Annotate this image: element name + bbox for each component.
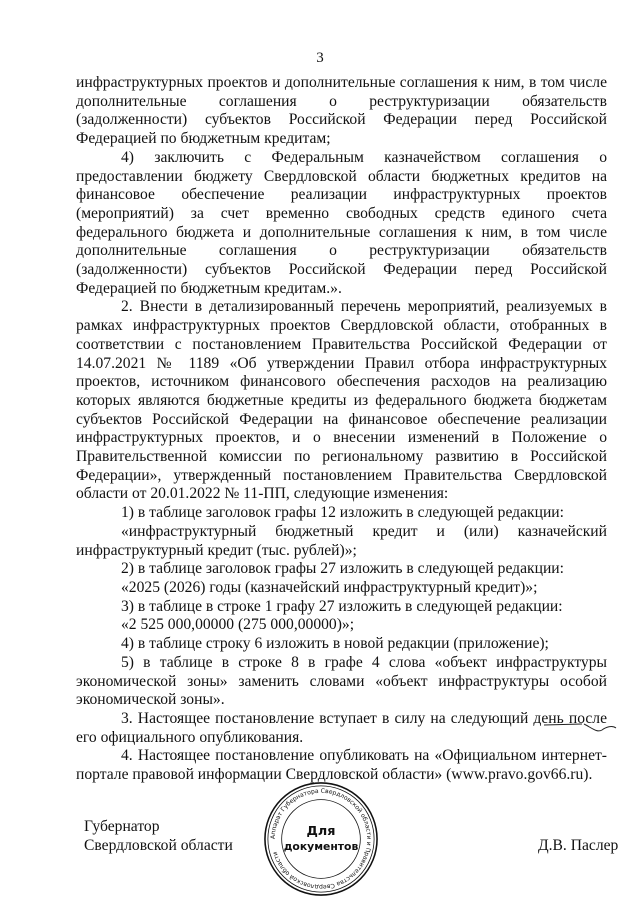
paragraph-item-4: 4) заключить с Федеральным казначейством соглашения о предоставлении бюджету Свердловской области бюджетных кредитов на финансовое обеспечение реализации инфраструктурных проектов (мероприятий) за счет временно свободных средств единого счета федерального бюджета и дополнительные соглашения к ним, в том числе дополнительные соглашения о реструктуризации обязательств (задолженности) субъектов Российской Федерации перед Российской Федерацией по бюджетным кредитам.». xyxy=(76,148,607,297)
paragraph-subitem-1-quote: «инфраструктурный бюджетный кредит и (или) казначейский инфраструктурный кредит (тыс. рублей)»; xyxy=(76,522,607,559)
paragraph-section-3: 3. Настоящее постановление вступает в силу на следующий день после его официального опубликования. xyxy=(76,709,607,746)
paragraph-continuation: инфраструктурных проектов и дополнительные соглашения к ним, в том числе дополнительные соглашения о реструктуризации обязательств (задолженности) субъектов Российской Федерации перед Российской Федерацией по бюджетным кредитам; xyxy=(76,74,607,148)
page-number: 3 xyxy=(316,50,324,66)
paragraph-subitem-3: 3) в таблице в строке 1 графу 27 изложить в следующей редакции: xyxy=(121,597,563,615)
signature-title-line2: Свердловской области xyxy=(84,837,233,854)
signature-title-line1: Губернатор xyxy=(84,818,160,835)
official-stamp xyxy=(262,780,380,898)
signatory-name: Д.В. Паслер xyxy=(538,837,619,854)
stamp-center-line1: Для xyxy=(306,824,336,840)
signature-title xyxy=(84,817,233,855)
stamp-ring-text: Аппарат Губернатора Свердловской области и Правительства Свердловской области xyxy=(269,787,373,891)
paragraph-subitem-3-quote: «2 525 000,00000 (275 000,00000)»; xyxy=(121,616,355,634)
paragraph-subitem-2: 2) в таблице заголовок графы 27 изложить в следующей редакции: xyxy=(121,560,564,578)
stamp-center-line2: документов xyxy=(283,839,359,853)
paragraph-subitem-4: 4) в таблице строку 6 изложить в новой редакции (приложение); xyxy=(121,635,549,653)
paragraph-section-4: 4. Настоящее постановление опубликовать на «Официальном интернет-портале правовой информации Свердловской области» (www.pravo.gov66.ru). xyxy=(76,747,607,784)
handwritten-mark xyxy=(542,722,622,736)
paragraph-subitem-1: 1) в таблице заголовок графы 12 изложить в следующей редакции: xyxy=(121,504,564,522)
paragraph-section-2: 2. Внести в детализированный перечень мероприятий, реализуемых в рамках инфраструктурных проектов Свердловской области, отобранных в соответствии с постановлением Правительства Российской Федерации от 14.07.2021 № 1189 «Об утверждении Правил отбора инфраструктурных проектов, источником финансового обеспечения расходов на реализацию которых являются бюджетные кредиты из федерального бюджета бюджетам субъектов Российской Федерации на финансовое обеспечение реализации инфраструктурных проектов, и о внесении изменений в Положение о Правительственной комиссии по региональному развитию в Российской Федерации», утвержденный постановлением Правительства Свердловской области от 20.01.2022 № 11-ПП, следующие изменения: xyxy=(76,298,607,503)
paragraph-subitem-2-quote: «2025 (2026) годы (казначейский инфраструктурный кредит)»; xyxy=(121,578,538,596)
paragraph-subitem-5: 5) в таблице в строке 8 в графе 4 слова «объект инфраструктуры экономической зоны» заменить словами «объект инфраструктуры особой экономической зоны». xyxy=(76,653,607,709)
document-body xyxy=(76,74,607,785)
